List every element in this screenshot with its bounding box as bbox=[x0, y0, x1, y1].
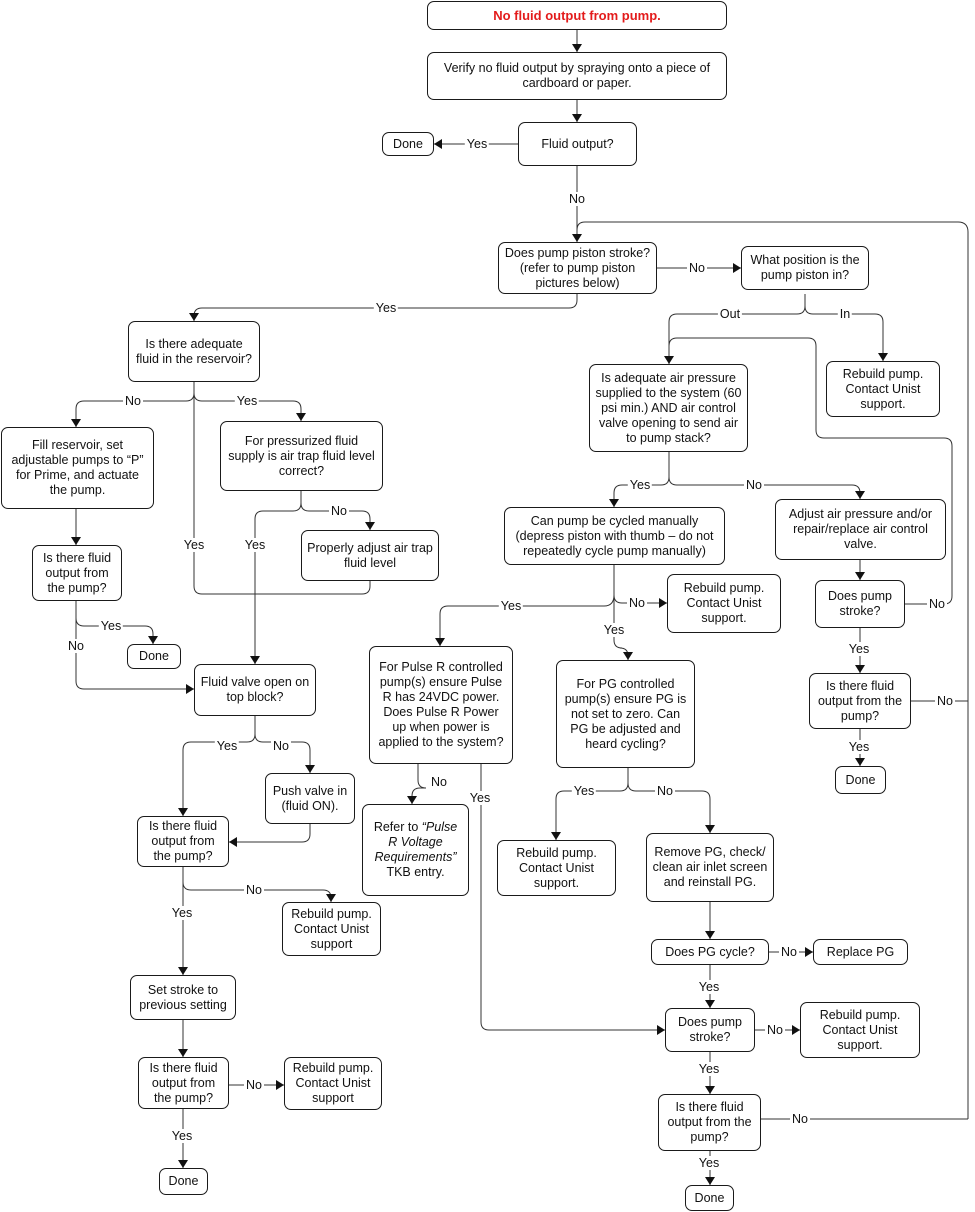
edge-label-yes: Yes bbox=[466, 137, 488, 151]
replace-pg-node: Replace PG bbox=[813, 939, 908, 965]
edge-label-yes: Yes bbox=[500, 599, 522, 613]
pg-controlled-decision: For PG controlled pump(s) ensure PG is not set to zero. Can PG be adjusted and heard cycling? bbox=[556, 660, 695, 768]
edge-label-no: No bbox=[792, 1112, 808, 1126]
valve-open-decision: Fluid valve open on top block? bbox=[194, 664, 316, 716]
edge-label-no: No bbox=[781, 945, 797, 959]
edge-label-yes: Yes bbox=[100, 619, 122, 633]
done-top-node: Done bbox=[382, 132, 434, 156]
edge-label-yes: Yes bbox=[698, 980, 720, 994]
edge-label-no: No bbox=[657, 784, 673, 798]
edge-label-yes: Yes bbox=[629, 478, 651, 492]
pg-cycle-decision: Does PG cycle? bbox=[651, 939, 769, 965]
edge-label-out: Out bbox=[719, 307, 741, 321]
pump-stroke-bottom-decision: Does pump stroke? bbox=[665, 1008, 755, 1052]
refer-text: Refer to “Pulse R Voltage Requirements” TKB entry. bbox=[373, 820, 458, 879]
rebuild-bottom-node: Rebuild pump. Contact Unist support. bbox=[800, 1002, 920, 1058]
adjust-trap-node: Properly adjust air trap fluid level bbox=[301, 530, 439, 581]
done-bottom-node: Done bbox=[685, 1185, 734, 1211]
edge-label-yes: Yes bbox=[244, 538, 266, 552]
edge-label-no: No bbox=[246, 883, 262, 897]
edge-label-no: No bbox=[331, 504, 347, 518]
edge-label-yes: Yes bbox=[171, 906, 193, 920]
fluid-output-bottom-decision: Is there fluid output from the pump? bbox=[658, 1094, 761, 1151]
edge-label-no: No bbox=[246, 1078, 262, 1092]
edge-label-no: No bbox=[689, 261, 705, 275]
edge-label-yes: Yes bbox=[236, 394, 258, 408]
edge-label-yes: Yes bbox=[848, 642, 870, 656]
edge-label-no: No bbox=[125, 394, 141, 408]
pressurized-supply-decision: For pressurized fluid supply is air trap fluid level correct? bbox=[220, 421, 383, 491]
edge-label-yes: Yes bbox=[698, 1156, 720, 1170]
adjust-air-node: Adjust air pressure and/or repair/replace air control valve. bbox=[775, 499, 946, 560]
rebuild-left2-node: Rebuild pump. Contact Unist support bbox=[284, 1057, 382, 1110]
edge-label-yes: Yes bbox=[573, 784, 595, 798]
done-right-node: Done bbox=[835, 766, 886, 794]
push-valve-node: Push valve in (fluid ON). bbox=[265, 773, 355, 824]
fluid-output-decision: Fluid output? bbox=[518, 122, 637, 166]
edge-label-yes: Yes bbox=[375, 301, 397, 315]
rebuild-manual-node: Rebuild pump. Contact Unist support. bbox=[667, 574, 781, 633]
edge-label-yes: Yes bbox=[469, 791, 491, 805]
pulse-r-decision: For Pulse R controlled pump(s) ensure Pulse R has 24VDC power. Does Pulse R Power up when power is applied to the system? bbox=[369, 646, 513, 764]
edge-label-no: No bbox=[937, 694, 953, 708]
edge-label-no: No bbox=[629, 596, 645, 610]
piston-stroke-decision: Does pump piston stroke? (refer to pump piston pictures below) bbox=[498, 242, 657, 294]
refer-pulse-r-node bbox=[362, 804, 469, 896]
done-left1-node: Done bbox=[127, 644, 181, 669]
edge-label-no: No bbox=[68, 639, 84, 653]
air-pressure-decision: Is adequate air pressure supplied to the system (60 psi min.) AND air control valve opening to send air to pump stack? bbox=[589, 364, 748, 452]
fluid-output-q2-decision: Is there fluid output from the pump? bbox=[137, 816, 229, 867]
edge-label-no: No bbox=[431, 775, 447, 789]
fluid-output-q3-decision: Is there fluid output from the pump? bbox=[138, 1057, 229, 1109]
rebuild-pump-in-node: Rebuild pump. Contact Unist support. bbox=[826, 361, 940, 417]
title-node: No fluid output from pump. bbox=[427, 1, 727, 30]
rebuild-pg-node: Rebuild pump. Contact Unist support. bbox=[497, 840, 616, 896]
edge-label-in: In bbox=[839, 307, 851, 321]
edge-label-yes: Yes bbox=[848, 740, 870, 754]
edge-label-no: No bbox=[929, 597, 945, 611]
fluid-output-q1-decision: Is there fluid output from the pump? bbox=[32, 545, 122, 601]
edge-label-no: No bbox=[746, 478, 762, 492]
set-stroke-node: Set stroke to previous setting bbox=[130, 975, 236, 1020]
pump-stroke-right-decision: Does pump stroke? bbox=[815, 580, 905, 628]
edge-label-yes: Yes bbox=[698, 1062, 720, 1076]
edge-label-yes: Yes bbox=[171, 1129, 193, 1143]
edge-label-yes: Yes bbox=[216, 739, 238, 753]
edge-label-yes: Yes bbox=[603, 623, 625, 637]
piston-position-decision: What position is the pump piston in? bbox=[741, 246, 869, 290]
remove-pg-node: Remove PG, check/ clean air inlet screen and reinstall PG. bbox=[646, 833, 774, 902]
edge-label-no: No bbox=[569, 192, 585, 206]
cycled-manually-decision: Can pump be cycled manually (depress piston with thumb – do not repeatedly cycle pump manually) bbox=[504, 507, 725, 565]
verify-node: Verify no fluid output by spraying onto a piece of cardboard or paper. bbox=[427, 52, 727, 100]
fill-reservoir-node: Fill reservoir, set adjustable pumps to “P” for Prime, and actuate the pump. bbox=[1, 427, 154, 509]
rebuild-left1-node: Rebuild pump. Contact Unist support bbox=[282, 902, 381, 956]
edge-label-yes: Yes bbox=[183, 538, 205, 552]
edge-label-no: No bbox=[273, 739, 289, 753]
fluid-output-right-decision: Is there fluid output from the pump? bbox=[809, 673, 911, 729]
edge-label-no: No bbox=[767, 1023, 783, 1037]
adequate-fluid-decision: Is there adequate fluid in the reservoir? bbox=[128, 321, 260, 382]
done-left2-node: Done bbox=[159, 1168, 208, 1195]
